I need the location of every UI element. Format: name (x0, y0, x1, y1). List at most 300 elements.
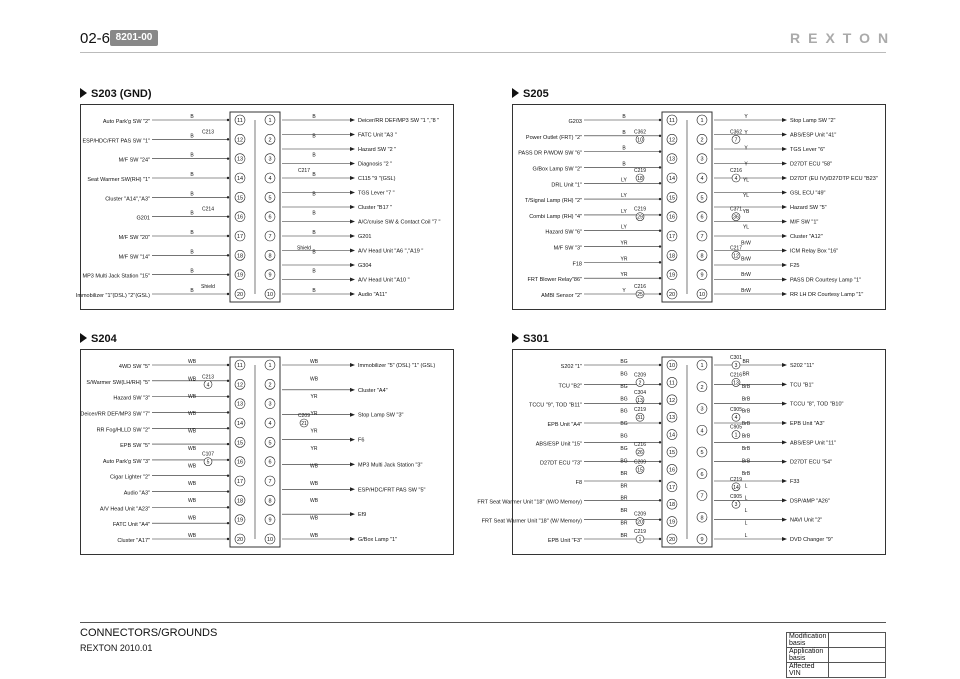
wire-color-code: B (622, 161, 626, 168)
wire-color-code: WB (187, 533, 197, 539)
arrow-icon (782, 440, 787, 444)
right-label: PASS DR Courtesy Lamp "1" (790, 277, 862, 284)
wire-node (659, 214, 661, 216)
right-label: F25 (790, 263, 800, 269)
left-label: Cigar Lighter "2" (110, 474, 150, 481)
wire-color-code: YR (310, 428, 318, 435)
connector-pin-number: 4 (734, 415, 738, 422)
pin-number: 10 (266, 292, 274, 298)
wire-color-code: WB (309, 376, 319, 383)
left-label: S202 "1" (560, 364, 582, 370)
connector-label: C216 (634, 284, 646, 290)
wire-color-code: BG (620, 433, 628, 440)
wire-node (659, 518, 661, 520)
pin-number: 18 (668, 502, 676, 509)
arrow-icon (782, 191, 787, 195)
wire-node (659, 402, 661, 404)
wire-color-code: L (744, 483, 748, 490)
wire-node (227, 443, 229, 445)
wire-color-code: LY (621, 177, 627, 184)
arrow-icon (350, 278, 355, 282)
right-label: A/V Head Unit "A6 ","A19 " (358, 248, 424, 255)
wire-node (227, 119, 229, 121)
wire-node (659, 119, 661, 121)
connector-label: C209 (298, 413, 310, 419)
connector-label: C905 (730, 424, 742, 431)
pin-number: 13 (236, 401, 244, 408)
wire-color-code: WB (187, 359, 197, 365)
arrow-icon (350, 363, 355, 367)
left-label: F18 (572, 261, 582, 268)
pin-number: 14 (236, 176, 244, 182)
left-label: Deicer/RR DEF/MP3 SW "7" (80, 411, 150, 418)
wire-color-code: B (190, 210, 194, 217)
wire-color-code: BrB (741, 458, 751, 465)
pin-number: 6 (268, 214, 272, 221)
wire-color-code: B (312, 249, 316, 256)
pin-number: 8 (268, 253, 272, 260)
wire-color-code: B (312, 230, 316, 236)
left-label: AMBI Sensor "2" (541, 293, 582, 299)
wire-node (659, 364, 661, 366)
pin-number: 3 (700, 156, 704, 163)
left-label: FRT Seat Warmer Unit "18" (W/O Memory) (477, 499, 582, 506)
wire-color-code: L (744, 520, 748, 527)
arrow-icon (782, 402, 787, 406)
pin-number: 5 (268, 440, 272, 447)
connector-pin-number: 36 (733, 214, 739, 221)
wire-node (227, 490, 229, 492)
left-label: EPB SW "5" (120, 443, 150, 450)
right-label: DSP/AMP "A26" (790, 498, 830, 505)
wire-node (659, 182, 661, 184)
connector-label: C107 (202, 451, 214, 458)
left-label: Hazard SW "6" (545, 229, 582, 236)
wire-color-code: BrB (741, 383, 751, 390)
left-label: FATC Unit "A4" (112, 522, 150, 529)
wire-color-code: B (312, 210, 316, 217)
right-label: S202 "11" (790, 363, 814, 369)
connector-label: C905 (730, 407, 742, 414)
wire-color-code: YR (310, 411, 318, 418)
right-label: Deicer/RR DEF/MP3 SW "1 ","8 " (358, 118, 440, 124)
wire-node (659, 383, 661, 385)
right-label: A/C/cruise SW & Contact Coil "7 " (358, 219, 441, 226)
pin-number: 3 (268, 156, 272, 163)
wire-color-code: BR (620, 533, 628, 539)
arrow-icon (350, 234, 355, 238)
pin-number: 7 (700, 493, 704, 500)
left-label: Cluster "A17" (117, 538, 150, 544)
pin-number: 9 (700, 537, 704, 543)
wire-color-code: B (190, 114, 194, 120)
pin-number: 7 (268, 234, 272, 240)
arrow-icon (350, 537, 355, 541)
pin-number: 14 (668, 176, 676, 182)
arrow-icon (782, 205, 787, 209)
page-number: 02-6 (80, 30, 111, 47)
right-label: G/Box Lamp "1" (358, 537, 398, 543)
connector-pin-number: 2 (638, 380, 642, 387)
pin-number: 17 (236, 479, 244, 485)
wire-color-code: WB (187, 393, 197, 400)
connector-label: C213 (202, 129, 214, 136)
left-label: Immobilizer "1"(DSL) "2"(GSL) (75, 293, 150, 299)
pin-number: 18 (236, 498, 244, 505)
triangle-icon (80, 88, 87, 98)
arrow-icon (782, 460, 787, 464)
wire-color-code: B (622, 114, 626, 120)
basis-label: Application basis (787, 648, 829, 663)
arrow-icon (782, 263, 787, 267)
right-label: MP3 Multi Jack Station "3" (358, 462, 423, 469)
connector-pin-number: 4 (206, 382, 210, 389)
connector-pin-number: 13 (637, 397, 643, 404)
connector-pin-number: 10 (637, 137, 643, 144)
pin-number: 20 (668, 537, 676, 543)
arrow-icon (782, 162, 787, 166)
wire-color-code: YR (620, 240, 628, 247)
connector-pin-number: 18 (637, 176, 643, 182)
wire-node (227, 380, 229, 382)
pin-number: 11 (237, 118, 243, 124)
diagram-s204 (80, 349, 454, 555)
pin-number: 6 (700, 471, 704, 478)
left-label: T/Signal Lamp (RH) "2" (524, 198, 582, 205)
wire-color-code: BG (620, 359, 628, 365)
pin-number: 12 (236, 382, 244, 389)
pin-number: 8 (700, 253, 704, 260)
arrow-icon (782, 249, 787, 253)
connector-pin-number: 29 (637, 214, 643, 221)
wire-node (659, 277, 661, 279)
left-label: TCU "B2" (558, 383, 582, 390)
wire-node (659, 166, 661, 168)
pin-number: 12 (668, 137, 676, 144)
connector-label: C219 (730, 476, 742, 483)
wire-color-code: BrB (741, 446, 751, 452)
arrow-icon (782, 537, 787, 541)
wire-color-code: BG (620, 383, 628, 390)
triangle-icon (512, 88, 519, 98)
pin-number: 2 (268, 382, 272, 389)
wire-node (659, 293, 661, 295)
connector-label: C216 (634, 442, 646, 448)
basis-label: Affected VIN (787, 663, 829, 678)
connector-label: C209 (634, 511, 646, 518)
left-label: ESP/HDC/FRT PAS SW "1" (82, 138, 150, 145)
pin-number: 19 (668, 272, 676, 279)
wire-node (659, 261, 661, 263)
wire-node (659, 499, 661, 501)
section-title-s205: S205 (512, 88, 549, 100)
arrow-icon (782, 479, 787, 483)
basis-table (786, 632, 886, 678)
connector-label: C216 (730, 168, 742, 174)
pin-number: 14 (668, 432, 676, 439)
wire-color-code: YB (742, 208, 750, 215)
pin-number: 6 (268, 459, 272, 466)
pin-number: 12 (236, 137, 244, 144)
wire-color-code: YL (742, 193, 750, 200)
wire-color-code: WB (187, 480, 197, 487)
connector-label: Shield (297, 245, 311, 252)
right-label: A/V Head Unit "A10 " (358, 277, 410, 284)
pin-number: 4 (700, 176, 704, 182)
section-code-badge: 8201-00 (110, 30, 158, 46)
wire-color-code: B (312, 288, 316, 294)
right-label: Ef9 (358, 512, 367, 519)
arrow-icon (782, 363, 787, 367)
left-label: Seat Warmer SW(RH) "1" (87, 177, 150, 183)
connector-pin-number: 12 (733, 253, 739, 260)
wire-node (227, 395, 229, 397)
right-label: F33 (790, 479, 800, 485)
right-label: RR LH DR Courtesy Lamp "1" (790, 292, 864, 298)
wire-node (227, 459, 229, 461)
wire-color-code: BR (620, 520, 628, 527)
arrow-icon (350, 176, 355, 180)
left-label: M/F SW "20" (118, 235, 150, 241)
arrow-icon (350, 263, 355, 267)
wire-color-code: BR (620, 495, 628, 502)
arrow-icon (350, 205, 355, 209)
arrow-icon (350, 413, 355, 417)
right-label: Hazard SW "5" (790, 205, 827, 211)
wire-color-code: WB (187, 428, 197, 435)
wire-color-code: BR (620, 508, 628, 515)
wire-node (227, 138, 229, 140)
wire-node (227, 427, 229, 429)
wire-node (659, 538, 661, 540)
wire-node (659, 480, 661, 482)
wire-node (227, 215, 229, 217)
wire-color-code: B (312, 114, 316, 120)
brand-logo: REXTON (790, 30, 897, 46)
wire-node (227, 538, 229, 540)
connector-label: C217 (298, 168, 310, 174)
arrow-icon (782, 220, 787, 224)
wire-node (227, 506, 229, 508)
left-label: M/F SW "14" (118, 254, 150, 261)
wire-color-code: B (190, 288, 194, 294)
connector-label: C304 (634, 389, 646, 396)
left-label: FRT Seat Warmer Unit "18" (W/ Memory) (481, 518, 582, 525)
wire-color-code: B (190, 133, 194, 140)
pin-number: 15 (236, 195, 244, 202)
right-label: D27DT ECU "58" (790, 161, 833, 168)
wire-color-code: BR (742, 371, 750, 378)
arrow-icon (350, 133, 355, 137)
arrow-icon (782, 133, 787, 137)
left-label: Combi Lamp (RH) "4" (529, 213, 582, 220)
arrow-icon (350, 220, 355, 224)
wire-color-code: Y (622, 288, 626, 294)
pin-number: 9 (700, 272, 704, 279)
wire-node (227, 273, 229, 275)
arrow-icon (782, 518, 787, 522)
wire-color-code: BrW (741, 288, 751, 294)
wire-color-code: Y (744, 114, 748, 120)
right-label: M/F SW "1" (790, 219, 819, 226)
pin-number: 16 (668, 467, 676, 474)
pin-number: 1 (700, 118, 704, 124)
wire-color-code: WB (309, 463, 319, 470)
left-label: F8 (575, 480, 582, 486)
connector-label: C219 (634, 529, 646, 535)
pin-number: 20 (236, 537, 244, 543)
basis-label: Modification basis (787, 633, 829, 648)
right-label: Cluster "B17 " (358, 205, 393, 211)
pin-number: 15 (668, 195, 676, 202)
left-label: PASS DR P/WDW SW "6" (518, 150, 582, 157)
wire-color-code: WB (309, 498, 319, 505)
pin-number: 8 (268, 498, 272, 505)
pin-number: 5 (268, 195, 272, 202)
wire-node (659, 422, 661, 424)
wire-color-code: BrW (741, 272, 751, 279)
connector-label: C362 (634, 129, 646, 136)
pin-number: 1 (700, 363, 704, 369)
right-label: DVD Changer "9" (790, 537, 833, 543)
arrow-icon (782, 421, 787, 425)
pin-number: 3 (268, 401, 272, 408)
pin-number: 6 (700, 214, 704, 221)
connector-pin-number: 14 (733, 484, 739, 491)
arrow-icon (782, 176, 787, 180)
wire-color-code: Y (744, 161, 748, 168)
pin-number: 11 (669, 380, 675, 387)
connector-pin-number: 5 (206, 459, 210, 466)
wire-color-code: YL (742, 177, 750, 184)
right-label: Stop Lamp SW "3" (358, 412, 404, 419)
connector-label: C217 (730, 245, 742, 252)
connector-pin-number: 1 (638, 537, 642, 543)
left-label: RR Fog/HLLD SW "2" (96, 427, 150, 434)
wire-color-code: B (190, 249, 194, 256)
pin-number: 1 (268, 363, 272, 369)
pin-number: 10 (266, 537, 274, 543)
left-label: D27DT ECU "73" (539, 460, 582, 467)
arrow-icon (350, 462, 355, 466)
wire-color-code: Y (744, 129, 748, 136)
wire-color-code: WB (187, 411, 197, 418)
pin-number: 13 (236, 156, 244, 163)
wire-color-code: BrW (741, 256, 751, 263)
right-label: C115 "9 "(GSL) (358, 176, 396, 182)
wire-node (227, 254, 229, 256)
right-label: TGS Lever "6" (790, 147, 826, 153)
wire-color-code: BG (620, 371, 628, 378)
left-label: Power Outlet (FRT) "2" (525, 134, 582, 141)
pin-number: 2 (268, 137, 272, 144)
pin-number: 16 (236, 459, 244, 466)
left-label: M/F SW "3" (553, 245, 582, 252)
triangle-icon (80, 333, 87, 343)
pin-number: 16 (236, 214, 244, 221)
left-label: FRT Blower Relay"86" (527, 277, 582, 284)
right-label: F6 (358, 437, 365, 444)
pin-number: 2 (700, 384, 704, 391)
pin-number: 13 (668, 415, 676, 422)
arrow-icon (782, 498, 787, 502)
right-label: TCCU "8", TOD "B10" (790, 401, 844, 408)
pin-number: 12 (668, 397, 676, 404)
connector-label: C905 (730, 494, 742, 501)
wire-color-code: B (190, 152, 194, 159)
pin-number: 17 (668, 484, 676, 491)
wire-color-code: LY (621, 193, 627, 200)
connector-label: C219 (634, 407, 646, 414)
left-label: Hazard SW "3" (113, 395, 150, 402)
wire-color-code: WB (187, 376, 197, 383)
wire-color-code: WB (187, 463, 197, 470)
left-label: DRL Unit "1" (551, 182, 582, 189)
connector-pin-number: 26 (637, 450, 643, 456)
left-label: ABS/ESP Unit "15" (535, 441, 582, 448)
right-label: Cluster "A4" (358, 387, 388, 394)
left-label: G201 (136, 215, 150, 222)
wire-color-code: WB (309, 359, 319, 365)
wire-node (227, 177, 229, 179)
wire-node (659, 245, 661, 247)
wire-color-code: BG (620, 396, 628, 403)
connector-pin-number: 31 (637, 415, 643, 422)
wire-color-code: BrB (741, 421, 751, 428)
footer-title: CONNECTORS/GROUNDS (80, 627, 218, 639)
wire-color-code: BR (620, 483, 628, 490)
pin-number: 1 (268, 118, 272, 124)
connector-pin-number: 3 (734, 363, 738, 369)
left-label: EPB Unit "F3" (547, 538, 582, 544)
pin-number: 7 (268, 479, 272, 485)
section-title-s301: S301 (512, 333, 549, 345)
pin-number: 15 (236, 440, 244, 447)
right-label: NAVI Unit "2" (790, 517, 823, 524)
arrow-icon (350, 512, 355, 516)
right-label: TCU "B1" (790, 382, 814, 389)
wire-color-code: WB (309, 515, 319, 522)
wire-color-code: B (312, 268, 316, 275)
right-label: ABS/ESP Unit "11" (790, 440, 836, 447)
connector-label: C371 (730, 206, 742, 213)
connector-label: C219 (634, 206, 646, 213)
connector-pin-number: 3 (734, 502, 738, 509)
wire-color-code: B (622, 129, 626, 136)
pin-number: 2 (700, 137, 704, 144)
pin-number: 5 (700, 450, 704, 456)
pin-number: 20 (668, 292, 676, 298)
wire-color-code: L (744, 533, 748, 539)
connector-label: C213 (202, 374, 214, 381)
connector-label: C216 (730, 372, 742, 379)
wire-color-code: WB (309, 533, 319, 539)
header-divider (80, 52, 886, 53)
wire-node (659, 150, 661, 152)
arrow-icon (350, 147, 355, 151)
right-label: G201 (358, 234, 372, 240)
wire-color-code: Y (744, 145, 748, 152)
section-title-s203: S203 (GND) (80, 88, 152, 100)
wire-color-code: BR (620, 470, 628, 477)
pin-number: 11 (237, 363, 243, 369)
wire-node (659, 135, 661, 137)
wire-color-code: BR (742, 359, 750, 365)
pin-number: 4 (700, 428, 704, 435)
connector-pin-number: 20 (637, 519, 643, 526)
wire-color-code: BrB (741, 396, 751, 403)
wire-color-code: BG (620, 421, 628, 428)
